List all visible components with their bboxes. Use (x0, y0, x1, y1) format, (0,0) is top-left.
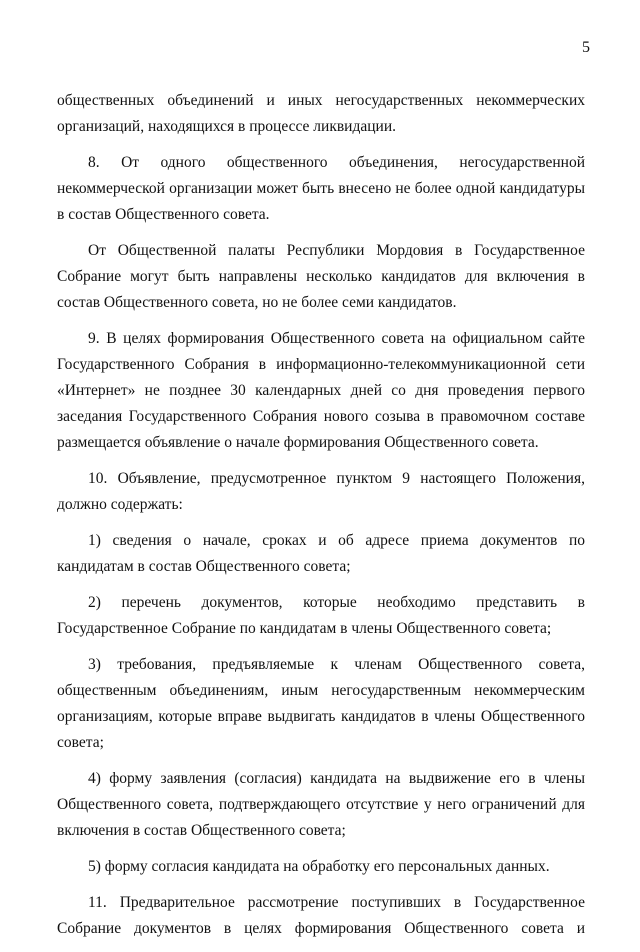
list-item-3: 3) требования, предъявляемые к членам Общественного совета, общественным объединениям, иным негосударственным некоммерческим организациям, которые вправе выдвигать кандидатов в члены Общественного совета; (57, 656, 585, 751)
page-number: 5 (582, 39, 590, 56)
list-item-5: 5) форму согласия кандидата на обработку его персональных данных. (88, 858, 550, 875)
paragraph-item-10: 10. Объявление, предусмотренное пунктом 9 настоящего Положения, должно содержать: (57, 470, 585, 513)
paragraph-public-chamber: От Общественной палаты Республики Мордовия в Государственное Собрание могут быть направлены несколько кандидатов для включения в состав Общественного совета, но не более семи кандидатов. (57, 242, 585, 311)
document-body (57, 88, 585, 952)
paragraph-item-9: 9. В целях формирования Общественного совета на официальном сайте Государственного Собрания в информационно-телекоммуникационной сети «Интернет» не позднее 30 календарных дней со дня проведения первого заседания Государственного Собрания нового созыва в правомочном составе размещается объявление о начале формирования Общественного совета. (57, 330, 585, 451)
paragraph-item-8: 8. От одного общественного объединения, негосударственной некоммерческой организации может быть внесено не более одной кандидатуры в состав Общественного совета. (57, 154, 585, 223)
list-item-1: 1) сведения о начале, сроках и об адресе приема документов по кандидатам в состав Общественного совета; (57, 532, 585, 575)
paragraph-item-11: 11. Предварительное рассмотрение поступивших в Государственное Собрание документов в целях формирования Общественного совета и (57, 894, 585, 937)
list-item-4: 4) форму заявления (согласия) кандидата на выдвижение его в члены Общественного совета, подтверждающего отсутствие у него ограничений для включения в состав Общественного совета; (57, 770, 585, 839)
paragraph-continuation: общественных объединений и иных негосударственных некоммерческих организаций, находящихся в процессе ликвидации. (57, 92, 585, 135)
list-item-2: 2) перечень документов, которые необходимо представить в Государственное Собрание по кандидатам в члены Общественного совета; (57, 594, 585, 637)
